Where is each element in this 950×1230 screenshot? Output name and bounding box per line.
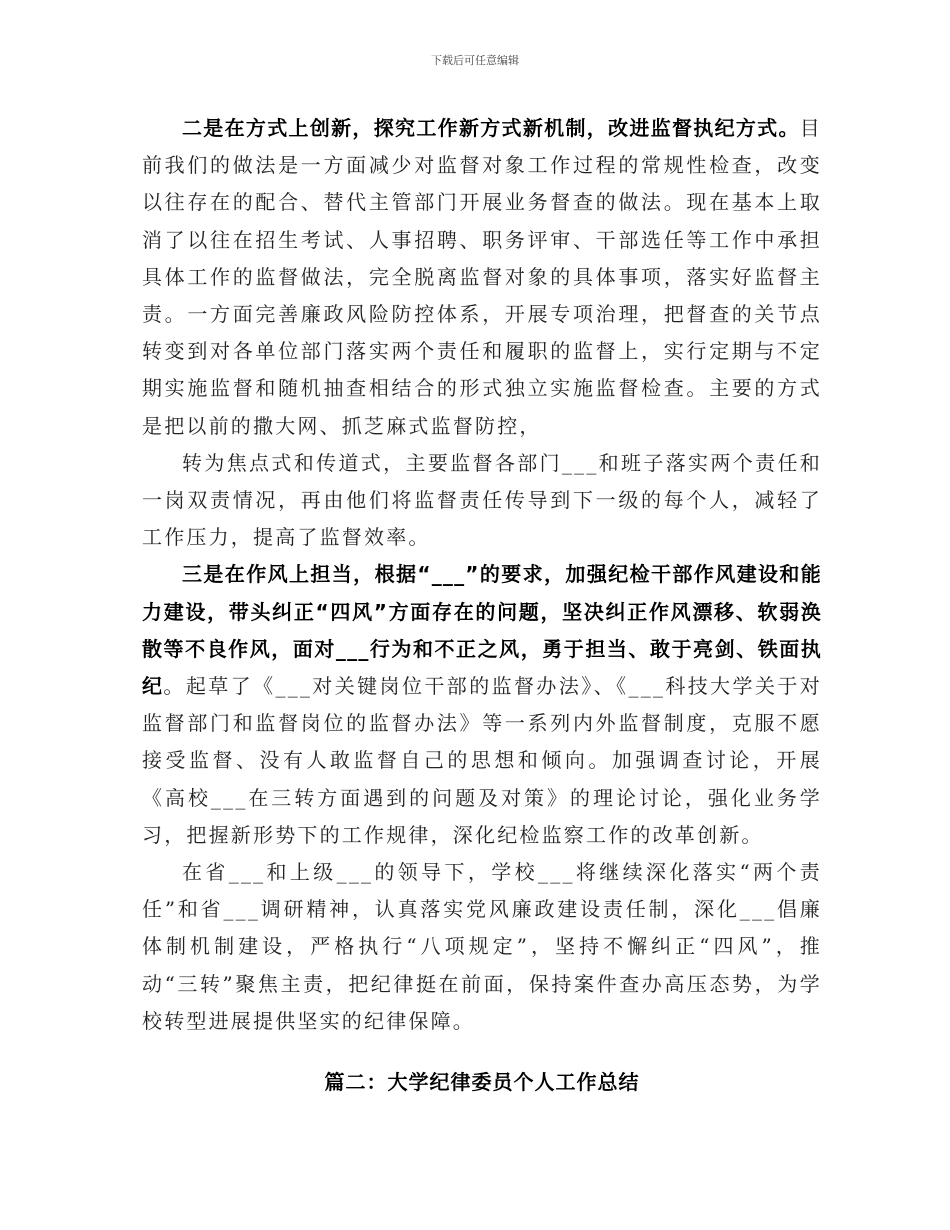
paragraph-2 <box>142 445 822 557</box>
paragraph-1-text: 目前我们的做法是一方面减少对监督对象工作过程的常规性检查，改变以往存在的配合、替代主管部门开展业务督查的做法。现在基本上取消了以往在招生考试、人事招聘、职务评审、干部选任等工作中承担具体工作的监督做法，完全脱离监督对象的具体事项，落实好监督主责。一方面完善廉政风险防控体系，开展专项治理，把督查的关节点转变到对各单位部门落实两个责任和履职的监督上，实行定期与不定期实施监督和随机抽查相结合的形式独立实施监督检查。主要的方式是把以前的撒大网、抓芝麻式监督防控， <box>142 116 822 438</box>
paragraph-3-text: 。起草了《___对关键岗位干部的监督办法》、《___科技大学关于对监督部门和监督岗位的监督办法》等一系列内外监督制度，克服不愿接受监督、没有人敢监督自己的思想和倾向。加强调查讨论，开展《高校___在三转方面遇到的问题及对策》的理论讨论，强化业务学习，把握新形势下的工作规律，深化纪检监察工作的改革创新。 <box>142 674 822 847</box>
paragraph-2-text: 转为焦点式和传道式，主要监督各部门___和班子落实两个责任和一岗双责情况，再由他们将监督责任传导到下一级的每个人，减轻了工作压力，提高了监督效率。 <box>142 450 822 550</box>
page-header-note: 下载后可任意编辑 <box>431 54 519 67</box>
paragraph-3-bold-lead: 三是在作风上担当，根据“___”的要求，加强纪检干部作风建设和能力建设，带头纠正“四风”方面存在的问题，坚决纠正作风漂移、软弱涣散等不良作风，面对___行为和不正之风，勇于担当、敢于亮剑、铁面执纪 <box>142 562 822 699</box>
paragraph-1 <box>142 110 822 445</box>
paragraph-3 <box>142 556 822 854</box>
section-heading: 篇二：大学纪律委员个人工作总结 <box>324 1070 640 1095</box>
paragraph-1-bold-lead: 二是在方式上创新，探究工作新方式新机制，改进监督执纪方式。 <box>182 116 800 140</box>
document-body <box>142 110 822 1095</box>
paragraph-4 <box>142 854 822 1040</box>
paragraph-4-text: 在省___和上级___的领导下，学校___将继续深化落实“两个责任”和省___调研精神，认真落实党风廉政建设责任制，深化___倡廉体制机制建设，严格执行“八项规定”，坚持不懈纠正“四风”，推动“三转”聚焦主责，把纪律挺在前面，保持案件查办高压态势，为学校转型进展提供坚实的纪律保障。 <box>142 860 822 1033</box>
